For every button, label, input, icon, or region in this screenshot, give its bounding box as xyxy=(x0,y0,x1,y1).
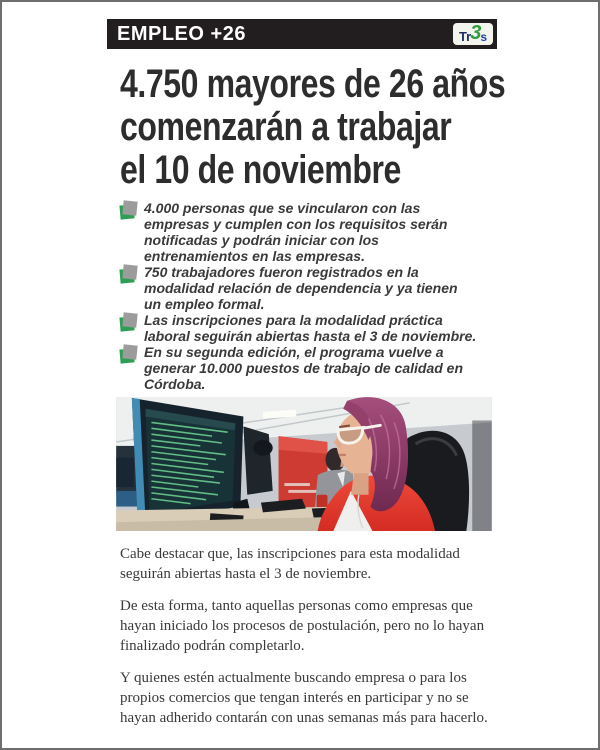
channel-logo xyxy=(453,23,493,45)
list-item xyxy=(120,344,484,392)
article-content xyxy=(107,19,506,728)
layered-square-bullet-icon xyxy=(120,201,144,219)
office-photo-illustration xyxy=(112,397,496,531)
headline xyxy=(120,62,506,192)
headline-line-2: comenzarán a trabajar xyxy=(120,105,452,149)
list-item xyxy=(120,264,484,312)
logo-text-3: 3 xyxy=(470,22,482,44)
headline-line-1: 4.750 mayores de 26 años xyxy=(120,62,506,106)
body-paragraph: Y quienes estén actualmente buscando empresa o para los propios comercios que tengan interés en participar y no se hayan adherido contarán con unas semanas más para hacerlo. xyxy=(120,670,488,726)
headline-line-3: el 10 de noviembre xyxy=(120,148,401,192)
bullet-text: Las inscripciones para la modalidad práctica laboral seguirán abiertas hasta el 3 de noviembre. xyxy=(144,312,477,344)
bullet-list xyxy=(120,200,484,392)
bullet-text: En su segunda edición, el programa vuelve a generar 10.000 puestos de trabajo de calidad en Córdoba. xyxy=(144,344,464,392)
article-body xyxy=(120,544,496,728)
article-photo xyxy=(112,397,496,531)
bullet-text: 4.000 personas que se vincularon con las empresas y cumplen con los requisitos serán notificadas y podrán iniciar con los entrenamientos en las empresas. xyxy=(144,200,448,264)
category-bar xyxy=(107,19,497,49)
layered-square-bullet-icon xyxy=(120,265,144,283)
list-item xyxy=(120,312,484,344)
logo-text-tr: Tr xyxy=(458,29,472,44)
list-item xyxy=(120,200,484,264)
bullet-text: 750 trabajadores fueron registrados en la modalidad relación de dependencia y ya tienen un empleo formal. xyxy=(144,264,458,312)
layered-square-bullet-icon xyxy=(120,345,144,363)
logo-text-s: s xyxy=(480,30,488,44)
layered-square-bullet-icon xyxy=(120,313,144,331)
category-label: EMPLEO +26 xyxy=(117,22,246,45)
body-paragraph: De esta forma, tanto aquellas personas como empresas que hayan iniciado los procesos de postulación, pero no lo hayan finalizado podrán completarlo. xyxy=(120,598,485,654)
body-paragraph: Cabe destacar que, las inscripciones para esta modalidad seguirán abiertas hasta el 3 de noviembre. xyxy=(120,546,460,582)
